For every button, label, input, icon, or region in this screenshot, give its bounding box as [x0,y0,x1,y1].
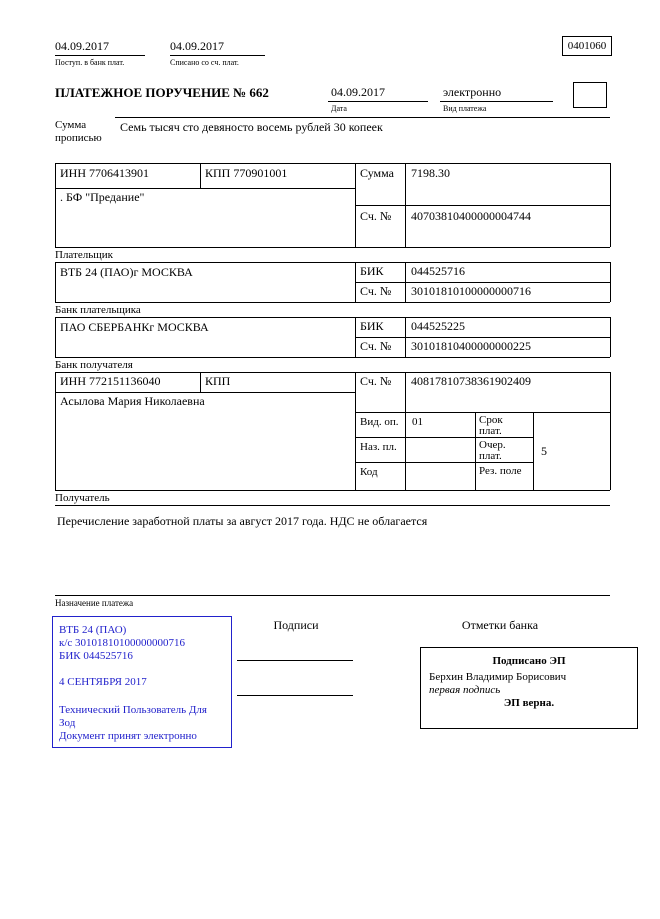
amount-words-label-1: Сумма [55,119,87,131]
sum-value: 7198.30 [411,166,450,180]
grid-line [533,412,534,490]
ocher-plat-value: 5 [541,444,547,458]
payer-account-label: Сч. № [360,209,392,223]
grid-line [355,412,610,413]
payer-bank-account-value: 30101810100000000716 [411,284,531,298]
stamp-line: Технический Пользователь Для [59,704,207,716]
payer-account-value: 40703810400000004744 [411,209,531,223]
stamp-line: Зод [59,717,76,729]
grid-line [405,163,406,247]
payer-bank-account-label: Сч. № [360,284,392,298]
grid-line [355,372,356,490]
signature-line [237,660,353,661]
payee-bank-account-label: Сч. № [360,339,392,353]
grid-line [55,163,610,164]
debited-date-value: 04.09.2017 [170,39,224,53]
ocher-plat-label-2: плат. [479,450,502,462]
stamp-line: к/с 30101810100000000716 [59,637,186,649]
doc-date-value: 04.09.2017 [331,85,385,99]
grid-line [355,163,356,247]
status-code-box [573,82,607,108]
signed-role: первая подпись [429,684,501,696]
doc-date-label: Дата [331,104,347,113]
signed-title: Подписано ЭП [492,655,566,667]
received-date-underline [55,55,145,56]
grid-line [55,372,56,490]
grid-line [55,595,610,596]
grid-line [55,247,610,248]
grid-line [55,372,610,373]
payer-inn: ИНН 7706413901 [60,166,149,180]
grid-line [355,437,533,438]
payer-bank-bik-label: БИК [360,264,384,278]
grid-line [405,262,406,302]
grid-line [55,163,56,247]
grid-line [55,302,610,303]
grid-line [355,337,610,338]
stamp-line: 4 СЕНТЯБРЯ 2017 [59,676,147,688]
grid-line [55,262,56,302]
grid-line [55,490,610,491]
grid-line [475,412,476,490]
kod-label: Код [360,466,378,478]
payee-inn: ИНН 772151136040 [60,374,161,388]
grid-line [610,372,611,490]
doc-date-underline [328,101,428,102]
signature-line [237,695,353,696]
received-date-label: Поступ. в банк плат. [55,58,125,67]
grid-line [355,282,610,283]
grid-line [355,317,356,357]
srok-plat-label-1: Срок [479,414,503,426]
srok-plat-label-2: плат. [479,425,502,437]
payee-name: Асылова Мария Николаевна [60,394,205,408]
stamp-line: Документ принят электронно [59,730,197,742]
payee-account-value: 40817810738361902409 [411,374,531,388]
grid-line [610,163,611,247]
payer-section-label: Плательщик [55,249,113,261]
ocher-plat-label-1: Очер. [479,439,506,451]
payee-kpp: КПП [205,374,231,388]
grid-line [405,317,406,357]
payee-bank-bik-label: БИК [360,319,384,333]
grid-line [200,163,201,188]
grid-line [355,205,610,206]
payment-kind-underline [440,101,553,102]
signed-status: ЭП верна. [503,697,555,709]
payee-section-label: Получатель [55,492,110,504]
received-date-value: 04.09.2017 [55,39,109,53]
payee-bank-name: ПАО СБЕРБАНКг МОСКВА [60,320,209,334]
payer-name: . БФ "Предание" [60,190,145,204]
grid-line [405,372,406,490]
payer-kpp: КПП 770901001 [205,166,288,180]
grid-line [55,262,610,263]
payment-kind-label: Вид платежа [443,104,487,113]
payee-bank-section-label: Банк получателя [55,359,133,371]
payee-account-label: Сч. № [360,374,392,388]
signatures-label: Подписи [273,618,319,632]
sum-label: Сумма [360,166,394,180]
vid-op-value: 01 [412,416,423,428]
grid-line [55,505,610,506]
debited-date-underline [170,55,265,56]
vid-op-label: Вид. оп. [360,416,399,428]
grid-line [55,317,610,318]
bank-stamp-box [52,616,232,748]
grid-line [115,117,610,118]
stamp-line: ВТБ 24 (ПАО) [59,624,127,636]
payee-bank-bik-value: 044525225 [411,319,465,333]
payee-bank-account-value: 30101810400000000225 [411,339,531,353]
rez-pole-label: Рез. поле [479,465,522,477]
payer-bank-bik-value: 044525716 [411,264,465,278]
signed-name: Берхин Владимир Борисович [429,671,567,683]
grid-line [355,262,356,302]
payment-kind-value: электронно [443,85,502,99]
form-code-box: 0401060 [562,36,612,56]
grid-line [55,392,355,393]
grid-line [55,357,610,358]
stamp-line: БИК 044525716 [59,650,133,662]
amount-words-label-2: прописью [55,132,102,144]
amount-words-value: Семь тысяч сто девяносто восемь рублей 30 копеек [120,120,383,134]
grid-line [610,262,611,302]
bank-marks-box [420,647,638,729]
grid-line [55,317,56,357]
naz-pl-label: Наз. пл. [360,441,397,453]
grid-line [610,317,611,357]
purpose-text: Перечисление заработной платы за август 2017 года. НДС не облагается [57,514,428,528]
document-title: ПЛАТЕЖНОЕ ПОРУЧЕНИЕ № 662 [55,85,269,100]
grid-line [355,462,533,463]
bank-marks-label: Отметки банка [461,618,539,632]
debited-date-label: Списано со сч. плат. [170,58,239,67]
payer-bank-section-label: Банк плательщика [55,304,141,316]
payer-bank-name: ВТБ 24 (ПАО)г МОСКВА [60,265,193,279]
grid-line [200,372,201,392]
grid-line [55,188,355,189]
purpose-label: Назначение платежа [55,598,134,608]
